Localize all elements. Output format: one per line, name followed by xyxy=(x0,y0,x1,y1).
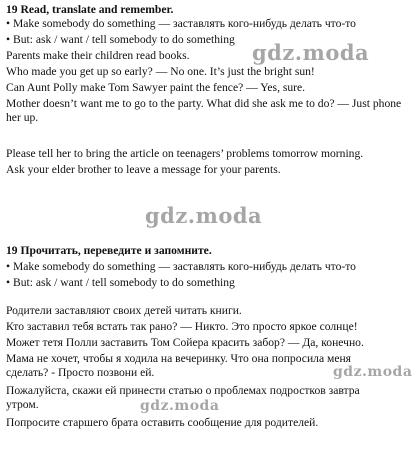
example-line-3: Can Aunt Polly make Tom Sawyer paint the fence? — Yes, sure. xyxy=(6,81,306,94)
section1-heading: 19 Read, translate and remember. xyxy=(6,3,174,16)
translation-line-5: Пожалуйста, скажи ей принести статью о проблемах подростков завтра утром. xyxy=(6,384,360,411)
section1-rule-but: • But: ask / want / tell somebody to do something xyxy=(6,33,235,46)
translation-line-3: Может тетя Полли заставить Том Сойера красить забор? — Да, конечно. xyxy=(6,336,364,349)
watermark-small-right: gdz.moda xyxy=(333,364,413,380)
example-line-5: Please tell her to bring the article on teenagers’ problems tomorrow morning. xyxy=(6,147,364,160)
example-line-4: Mother doesn’t want me to go to the party. What did she ask me to do? — Just phone her up. xyxy=(6,97,402,124)
translation-line-4: Мама не хочет, чтобы я ходила на вечеринку. Что она попросила меня сделать? - Просто позвони ей. xyxy=(6,352,352,379)
example-line-2: Who made you get up so early? — No one. It’s just the bright sun! xyxy=(6,65,315,78)
section2-heading: 19 Прочитать, переведите и запомните. xyxy=(6,244,212,257)
translation-line-6: Попросите старшего брата оставить сообщение для родителей. xyxy=(6,416,319,429)
section2-rule-make: • Make somebody do something — заставлять кого-нибудь делать что-то xyxy=(6,260,356,273)
watermark-middle: gdz.moda xyxy=(145,203,263,228)
translation-line-2: Кто заставил тебя встать так рано? — Никто. Это просто яркое солнце! xyxy=(6,320,358,333)
watermark-bottom: gdz.moda xyxy=(140,398,220,414)
watermark-top: gdz.moda xyxy=(252,40,370,65)
translation-line-1: Родители заставляют своих детей читать книги. xyxy=(6,304,242,317)
example-line-1: Parents make their children read books. xyxy=(6,49,190,62)
section1-rule-make: • Make somebody do something — заставлять кого-нибудь делать что-то xyxy=(6,17,356,30)
example-line-6: Ask your elder brother to leave a message for your parents. xyxy=(6,163,281,176)
section2-rule-but: • But: ask / want / tell somebody to do something xyxy=(6,276,235,289)
